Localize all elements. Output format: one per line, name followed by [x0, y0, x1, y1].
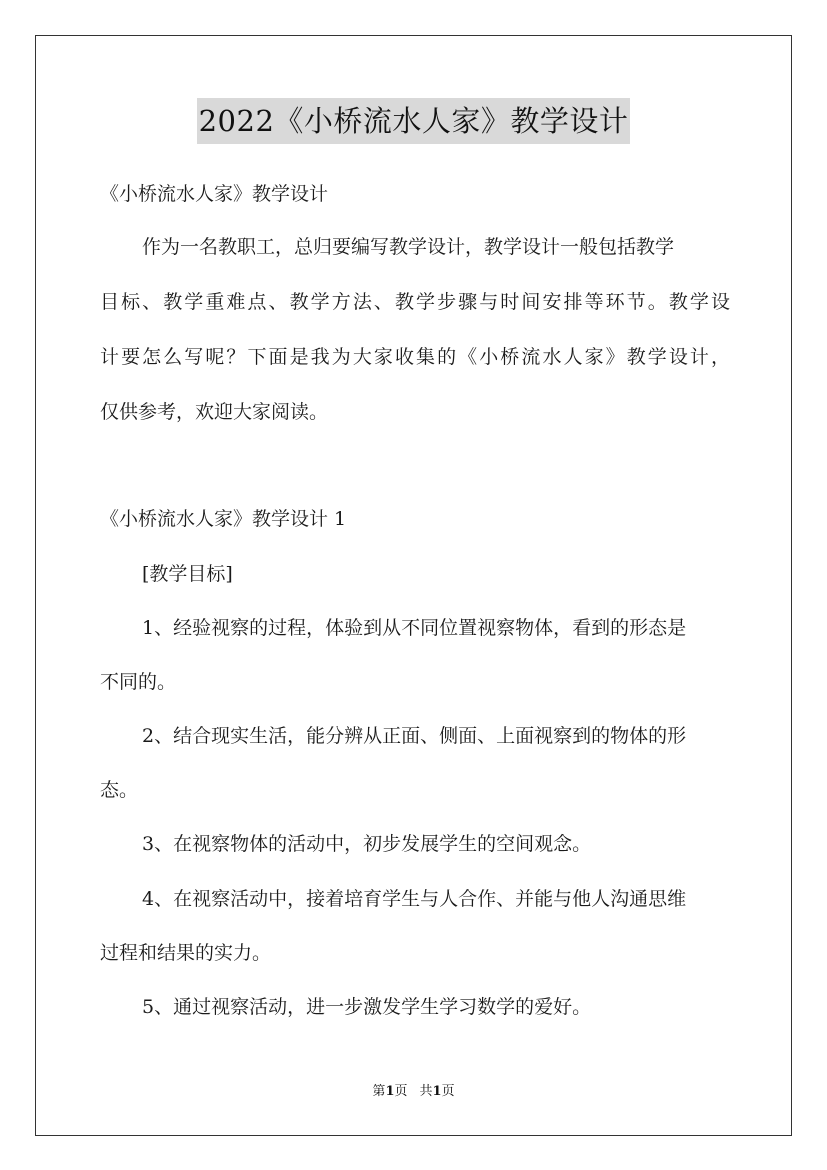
intro-line-3: 计要怎么写呢？下面是我为大家收集的《小桥流水人家》教学设计，	[100, 346, 730, 368]
objectives-label: [教学目标]	[142, 563, 233, 585]
document-subtitle: 《小桥流水人家》教学设计	[100, 183, 329, 205]
title-container	[0, 98, 827, 144]
objective-line-5: 3、在视察物体的活动中，初步发展学生的空间观念。	[142, 833, 592, 855]
page-prefix: 第	[372, 1084, 386, 1099]
section-heading: 《小桥流水人家》教学设计 1	[100, 508, 347, 530]
objective-line-8: 5、通过视察活动，进一步激发学生学习数学的爱好。	[142, 996, 592, 1018]
objective-line-7: 过程和结果的实力。	[100, 942, 272, 964]
objective-line-4: 态。	[100, 779, 139, 801]
page-suffix: 页	[394, 1084, 408, 1099]
document-title: 2022《小桥流水人家》教学设计	[197, 98, 631, 144]
objective-line-6: 4、在视察活动中，接着培育学生与人合作、并能与他人沟通思维	[142, 888, 687, 910]
objective-line-3: 2、结合现实生活，能分辨从正面、侧面、上面视察到的物体的形	[142, 725, 687, 747]
total-suffix: 页	[441, 1084, 455, 1099]
page-footer	[0, 1082, 827, 1102]
page-total: 1	[432, 1084, 442, 1099]
intro-line-4: 仅供参考，欢迎大家阅读。	[100, 401, 329, 423]
page-current: 1	[385, 1084, 395, 1099]
objective-line-2: 不同的。	[100, 671, 177, 693]
intro-line-1: 作为一名教职工，总归要编写教学设计，教学设计一般包括教学	[142, 236, 675, 258]
objective-line-1: 1、经验视察的过程，体验到从不同位置视察物体，看到的形态是	[142, 617, 687, 639]
intro-line-2: 目标、教学重难点、教学方法、教学步骤与时间安排等环节。教学设	[100, 291, 730, 313]
total-prefix: 共	[419, 1084, 433, 1099]
